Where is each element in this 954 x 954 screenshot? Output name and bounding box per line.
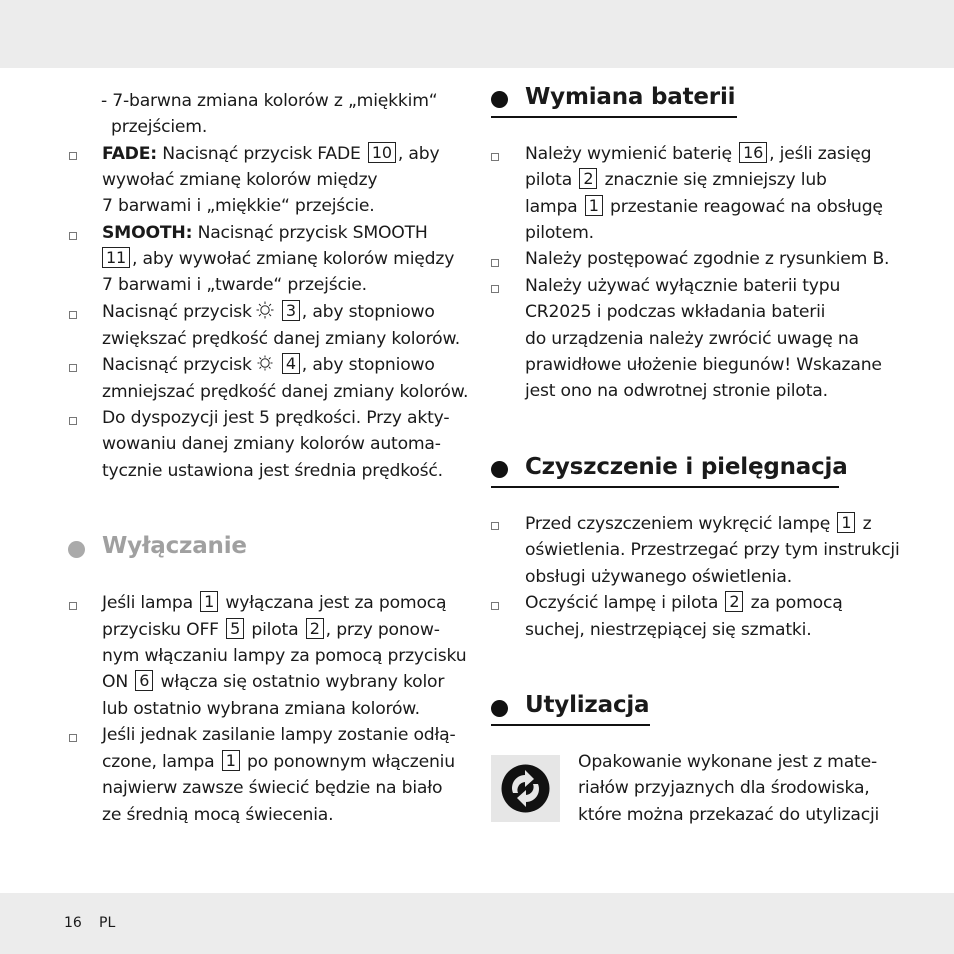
speeds-line-3: tycznie ustawiona jest średnia prędkość. [102, 461, 443, 481]
off2-line-2 [102, 749, 455, 775]
checkbox-bullet-icon [491, 153, 499, 161]
off1-text-d: pilota [251, 620, 299, 640]
checkbox-bullet-icon [491, 259, 499, 267]
heading-underline [491, 486, 839, 488]
off2-line-4: ze średnią mocą świecenia. [102, 805, 334, 825]
off1-text-c: przycisku OFF [102, 620, 219, 640]
off1-line-4 [102, 669, 444, 695]
ref-number: 2 [579, 168, 597, 189]
fade-line-1 [102, 141, 439, 167]
smooth-line-3: 7 barwami i „twarde“ przejście. [102, 275, 367, 295]
disposal-line-1: Opakowanie wykonane jest z mate- [578, 752, 877, 772]
speed-down-text-b: , aby stopniowo [301, 355, 435, 375]
disposal-line-3: które można przekazać do utylizacji [578, 805, 880, 825]
checkbox-bullet-icon [69, 602, 77, 610]
clean1-line-1 [525, 511, 871, 537]
sun-icon [256, 301, 274, 319]
smooth-text-b: , aby wywołać zmianę kolorów między [131, 249, 455, 269]
speed-down-text-a: Nacisnąć przycisk [102, 355, 252, 375]
speeds-line-2: wowaniu danej zmiany kolorów automa- [102, 434, 441, 454]
fade-label: FADE: [102, 144, 157, 164]
section-heading-disposal: Utylizacja [525, 692, 650, 718]
ref-number: 3 [282, 300, 300, 321]
heading-underline [491, 116, 737, 118]
bat1-text-f: przestanie reagować na obsługę [610, 197, 883, 217]
off2-text-b: po ponownym włączeniu [247, 752, 455, 772]
bat1-line-2 [525, 167, 827, 193]
clean2-line-1 [525, 590, 843, 616]
language-code: PL [99, 915, 116, 931]
bat1-line-3 [525, 194, 883, 220]
smooth-line-2 [100, 246, 454, 272]
sun-icon [256, 354, 274, 372]
smooth-label: SMOOTH: [102, 223, 193, 243]
checkbox-bullet-icon [69, 232, 77, 240]
checkbox-bullet-icon [491, 602, 499, 610]
checkbox-bullet-icon [69, 311, 77, 319]
intro-line-1: - 7-barwna zmiana kolorów z „miękkim“ [101, 91, 438, 111]
bat1-text-b: , jeśli zasięg [769, 144, 872, 164]
speed-up-line-1 [102, 299, 435, 325]
bat1-text-d: znacznie się zmniejszy lub [604, 170, 827, 190]
checkbox-bullet-icon [491, 285, 499, 293]
checkbox-bullet-icon [69, 734, 77, 742]
footer-band [0, 893, 954, 954]
clean1-line-2: oświetlenia. Przestrzegać przy tym instrukcji [525, 540, 900, 560]
off1-line-1 [102, 590, 446, 616]
checkbox-bullet-icon [491, 522, 499, 530]
bat3-line-5: jest ono na odwrotnej stronie pilota. [525, 381, 828, 401]
heading-underline [491, 724, 650, 726]
off1-line-2 [102, 617, 440, 643]
speed-up-line-2: zwiększać prędkość danej zmiany kolorów. [102, 329, 461, 349]
section-heading-cleaning: Czyszczenie i pielęgnacja [525, 454, 848, 480]
fade-line-2: wywołać zmianę kolorów między [102, 170, 378, 190]
bat3-line-2: CR2025 i podczas wkładania baterii [525, 302, 826, 322]
bat3-line-3: do urządzenia należy zwrócić uwagę na [525, 329, 859, 349]
ref-number: 6 [135, 670, 153, 691]
speed-down-line-2: zmniejszać prędkość danej zmiany kolorów. [102, 382, 469, 402]
clean1-line-3: obsługi używanego oświetlenia. [525, 567, 792, 587]
bat1-line-1 [525, 141, 871, 167]
ref-number: 1 [585, 195, 603, 216]
disposal-line-2: riałów przyjaznych dla środowiska, [578, 778, 870, 798]
heading-bullet-icon [491, 700, 508, 717]
bat1-text-e: lampa [525, 197, 578, 217]
off1-text-a: Jeśli lampa [102, 593, 193, 613]
off1-text-g: włącza się ostatnio wybrany kolor [160, 672, 445, 692]
ref-number: 2 [725, 591, 743, 612]
speeds-line-1: Do dyspozycji jest 5 prędkości. Przy akty- [102, 408, 450, 428]
intro-line-2: przejściem. [111, 117, 208, 137]
off2-line-3: najwierw zawsze świecić będzie na biało [102, 778, 443, 798]
checkbox-bullet-icon [69, 417, 77, 425]
smooth-line-1 [102, 220, 428, 246]
off1-text-e: , przy ponow- [325, 620, 440, 640]
clean2-text-a: Oczyścić lampę i pilota [525, 593, 719, 613]
heading-bullet-icon [491, 91, 508, 108]
clean2-text-b: za pomocą [750, 593, 843, 613]
bat3-line-4: prawidłowe ułożenie biegunów! Wskazane [525, 355, 882, 375]
ref-number: 2 [306, 618, 324, 639]
header-band [0, 0, 954, 68]
smooth-text-a: Nacisnąć przycisk SMOOTH [197, 223, 428, 243]
off1-text-b: wyłączana jest za pomocą [225, 593, 447, 613]
clean1-text-b: z [862, 514, 872, 534]
ref-number: 16 [739, 142, 767, 163]
bat1-text-c: pilota [525, 170, 573, 190]
ref-number: 1 [200, 591, 218, 612]
green-dot-recycling-icon [491, 755, 560, 822]
fade-text-a: Nacisnąć przycisk FADE [162, 144, 361, 164]
fade-text-b: , aby [397, 144, 440, 164]
section-heading-battery: Wymiana baterii [525, 84, 736, 110]
bat1-text-a: Należy wymienić baterię [525, 144, 732, 164]
clean1-text-a: Przed czyszczeniem wykręcić lampę [525, 514, 831, 534]
off1-line-5: lub ostatnio wybrana zmiana kolorów. [102, 699, 420, 719]
ref-number: 5 [226, 618, 244, 639]
heading-bullet-icon [68, 541, 85, 558]
ref-number: 10 [368, 142, 396, 163]
green-dot-recycling-icon [491, 755, 560, 822]
ref-number: 1 [837, 512, 855, 533]
speed-up-text-a: Nacisnąć przycisk [102, 302, 252, 322]
ref-number: 4 [282, 353, 300, 374]
bat3-line-1: Należy używać wyłącznie baterii typu [525, 276, 841, 296]
bat2-line-1: Należy postępować zgodnie z rysunkiem B. [525, 249, 890, 269]
checkbox-bullet-icon [69, 152, 77, 160]
speed-up-text-b: , aby stopniowo [301, 302, 435, 322]
checkbox-bullet-icon [69, 364, 77, 372]
heading-bullet-icon [491, 461, 508, 478]
fade-line-3: 7 barwami i „miękkie“ przejście. [102, 196, 375, 216]
section-heading-off: Wyłączanie [102, 533, 247, 559]
off2-line-1: Jeśli jednak zasilanie lampy zostanie odłą- [102, 725, 456, 745]
bat1-line-4: pilotem. [525, 223, 594, 243]
off1-line-3: nym włączaniu lampy za pomocą przycisku [102, 646, 467, 666]
ref-number: 11 [102, 247, 130, 268]
ref-number: 1 [222, 750, 240, 771]
off1-text-f: ON [102, 672, 128, 692]
clean2-line-2: suchej, niestrzępiącej się szmatki. [525, 620, 812, 640]
speed-down-line-1 [102, 352, 435, 378]
off2-text-a: czone, lampa [102, 752, 215, 772]
page-number: 16 [64, 915, 82, 931]
